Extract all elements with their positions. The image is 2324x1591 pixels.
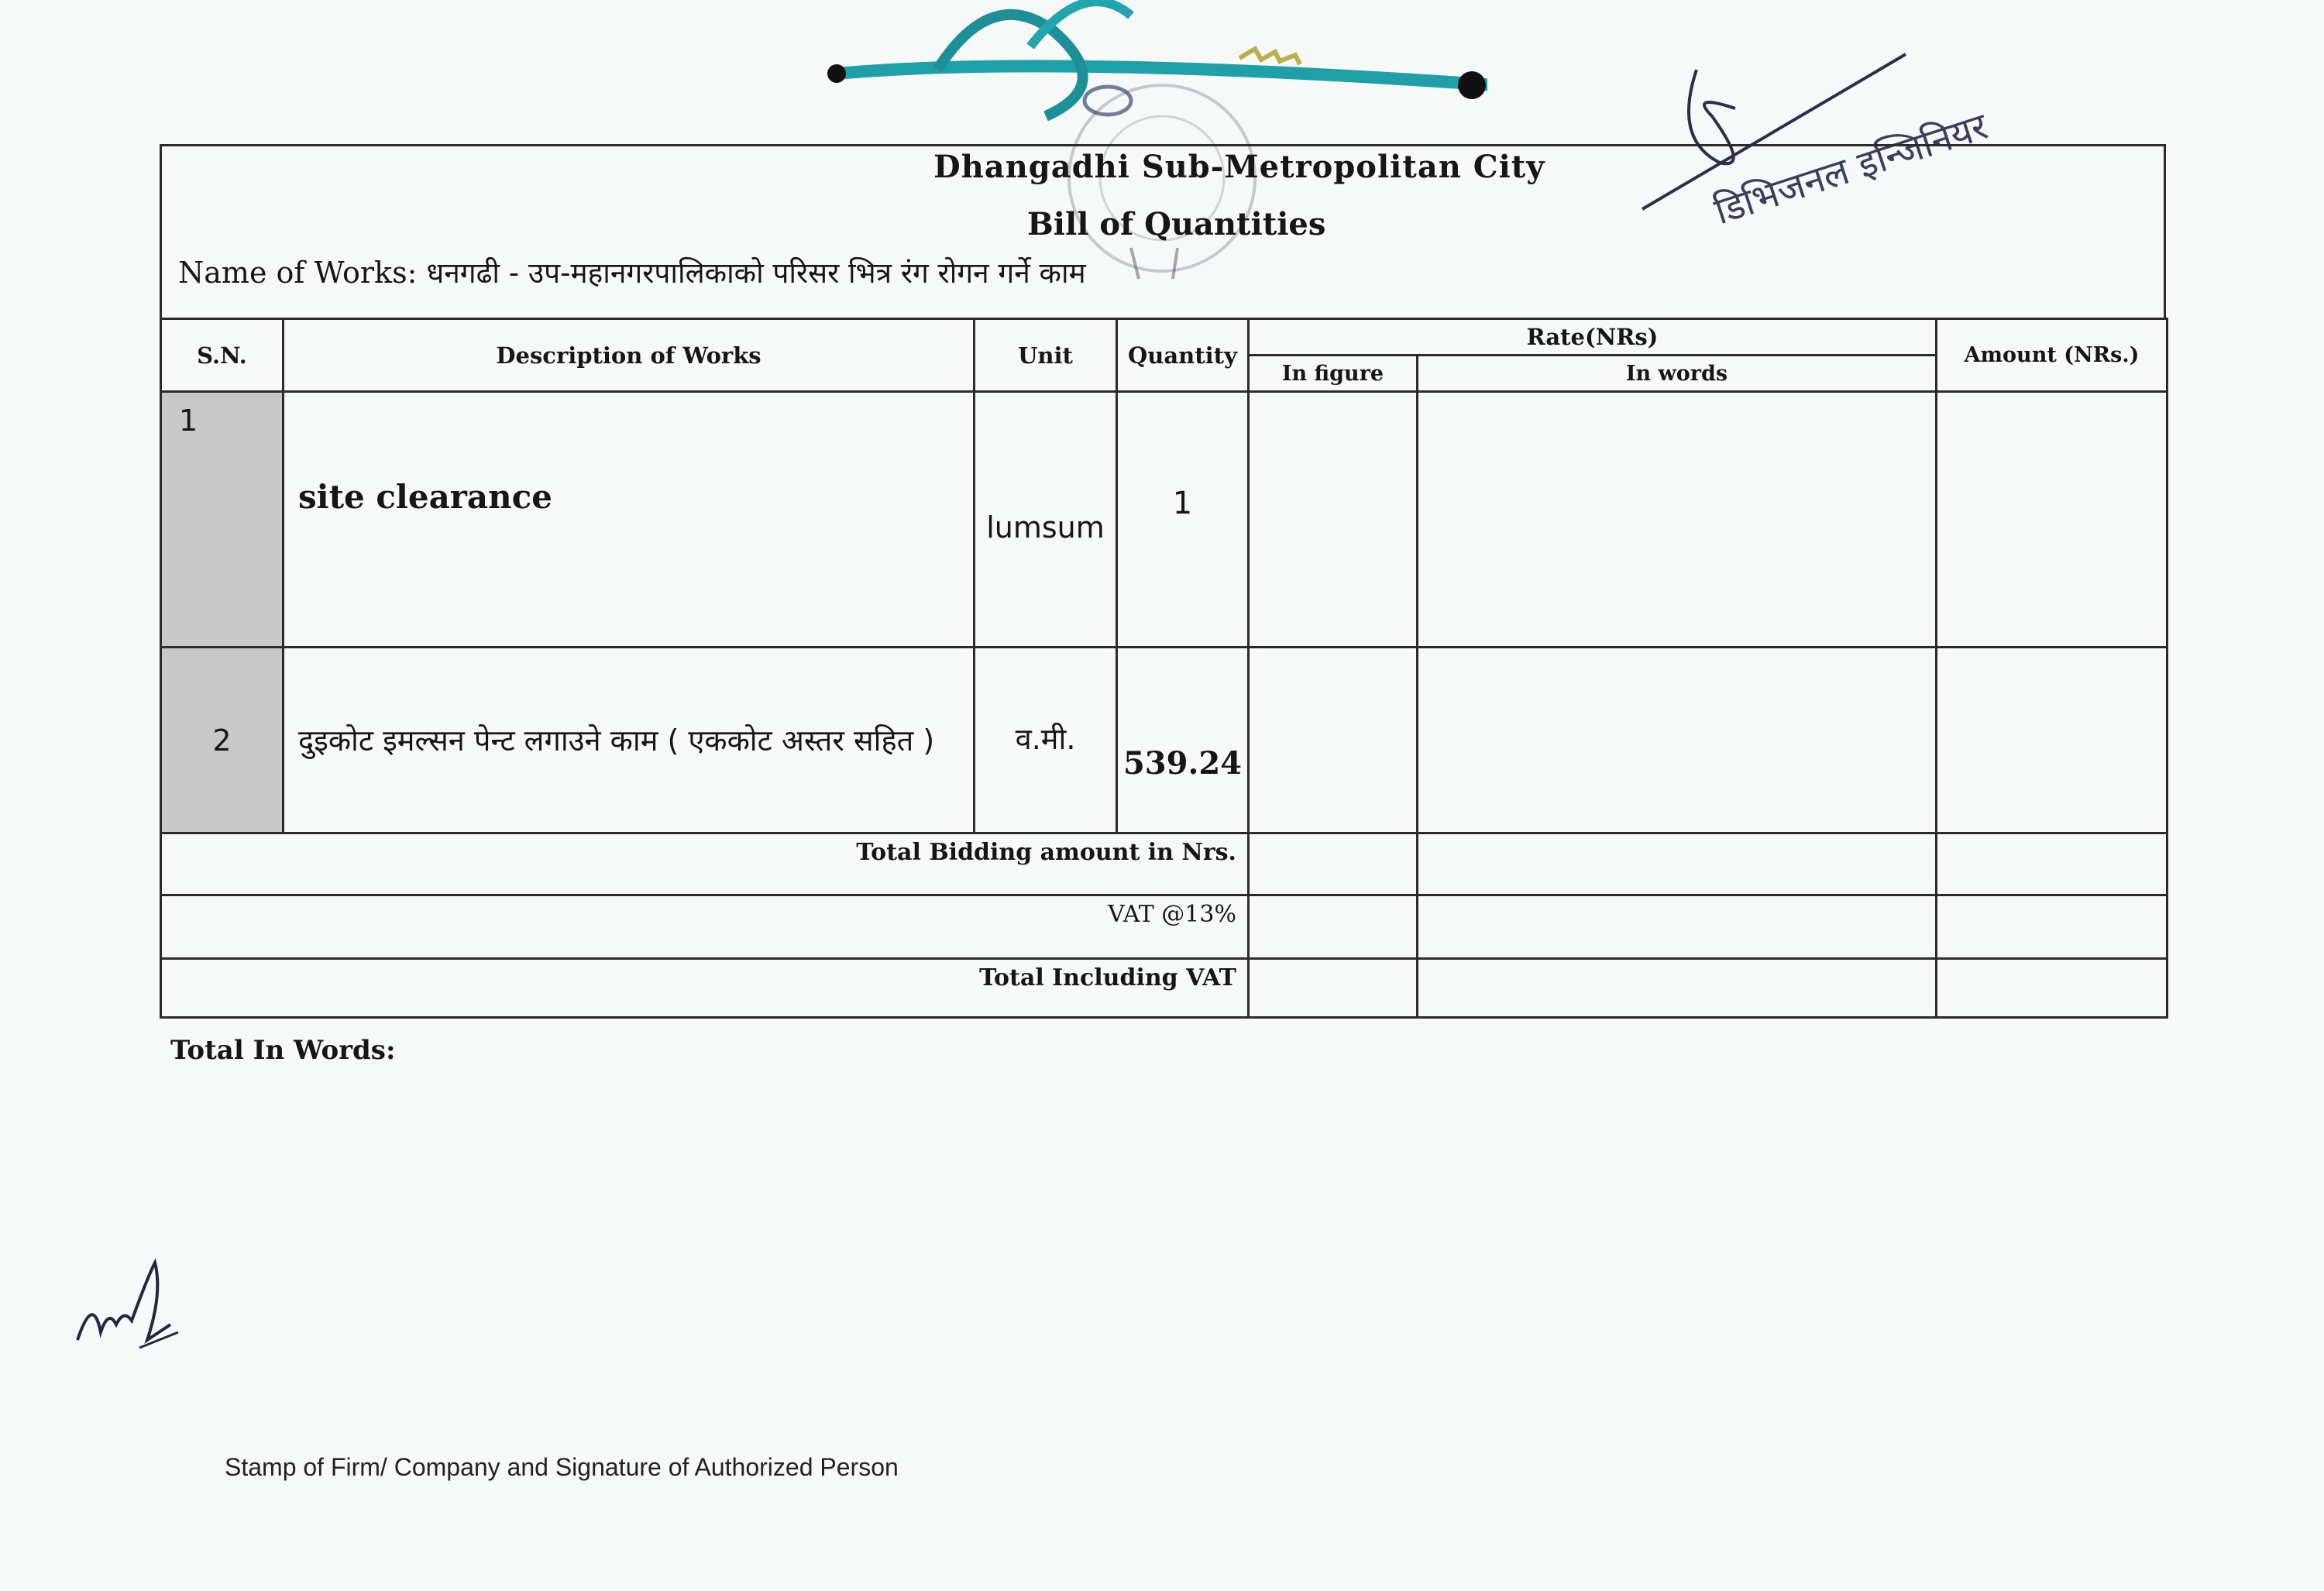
total-bidding-amount	[1937, 833, 2168, 895]
svg-text:डिभिजनल इन्जिनियर: डिभिजनल इन्जिनियर	[1709, 104, 1993, 234]
table-row	[161, 392, 2168, 648]
total-bidding-figure	[1249, 833, 1418, 895]
row-amount	[1937, 392, 2168, 648]
row-quantity: 539.24	[1117, 648, 1249, 833]
bill-of-quantities-table	[160, 318, 2168, 1019]
header-rate: Rate(NRs)	[1249, 319, 1937, 356]
row-amount	[1937, 648, 2168, 833]
summary-row	[161, 895, 2168, 959]
initial-signature-icon	[70, 1247, 186, 1363]
vat-label: VAT @13%	[161, 895, 1249, 959]
total-bidding-label: Total Bidding amount in Nrs.	[161, 833, 1249, 895]
row-unit: lumsum	[975, 392, 1117, 648]
stamp-signature-label: Stamp of Firm/ Company and Signature of Authorized Person	[225, 1453, 899, 1481]
header-rate-figure: In figure	[1249, 356, 1418, 392]
header-amount: Amount (NRs.)	[1937, 319, 2168, 392]
header-description: Description of Works	[284, 319, 975, 392]
header-sn: S.N.	[161, 319, 284, 392]
summary-row	[161, 959, 2168, 1018]
total-incl-vat-words	[1418, 959, 1937, 1018]
row-sn: 2	[161, 648, 284, 833]
header-unit: Unit	[975, 319, 1117, 392]
total-incl-vat-amount	[1937, 959, 2168, 1018]
works-value: धनगढी - उप-महानगरपालिकाको परिसर भित्र रंग रोगन गर्ने काम	[426, 256, 1086, 290]
name-of-works	[178, 252, 1086, 291]
document-subtitle: Bill of Quantities	[1027, 206, 1326, 242]
row-description: दुइकोट इमल्सन पेन्ट लगाउने काम ( एककोट अस्तर सहित )	[284, 648, 975, 833]
total-in-words-label: Total In Words:	[170, 1035, 396, 1066]
document-title: Dhangadhi Sub-Metropolitan City	[933, 149, 1545, 185]
total-bidding-words	[1418, 833, 1937, 895]
row-unit: व.मी.	[975, 648, 1117, 833]
header-quantity: Quantity	[1117, 319, 1249, 392]
header-rate-words: In words	[1418, 356, 1937, 392]
table-row	[161, 648, 2168, 833]
row-description: site clearance	[284, 392, 975, 648]
works-label: Name of Works:	[178, 256, 418, 290]
row-quantity: 1	[1117, 392, 1249, 648]
row-sn: 1	[161, 392, 284, 648]
vat-amount	[1937, 895, 2168, 959]
row-rate-words	[1418, 392, 1937, 648]
total-incl-vat-figure	[1249, 959, 1418, 1018]
vat-words	[1418, 895, 1937, 959]
row-rate-words	[1418, 648, 1937, 833]
total-incl-vat-label: Total Including VAT	[161, 959, 1249, 1018]
row-rate-figure	[1249, 648, 1418, 833]
summary-row	[161, 833, 2168, 895]
row-rate-figure	[1249, 392, 1418, 648]
vat-figure	[1249, 895, 1418, 959]
